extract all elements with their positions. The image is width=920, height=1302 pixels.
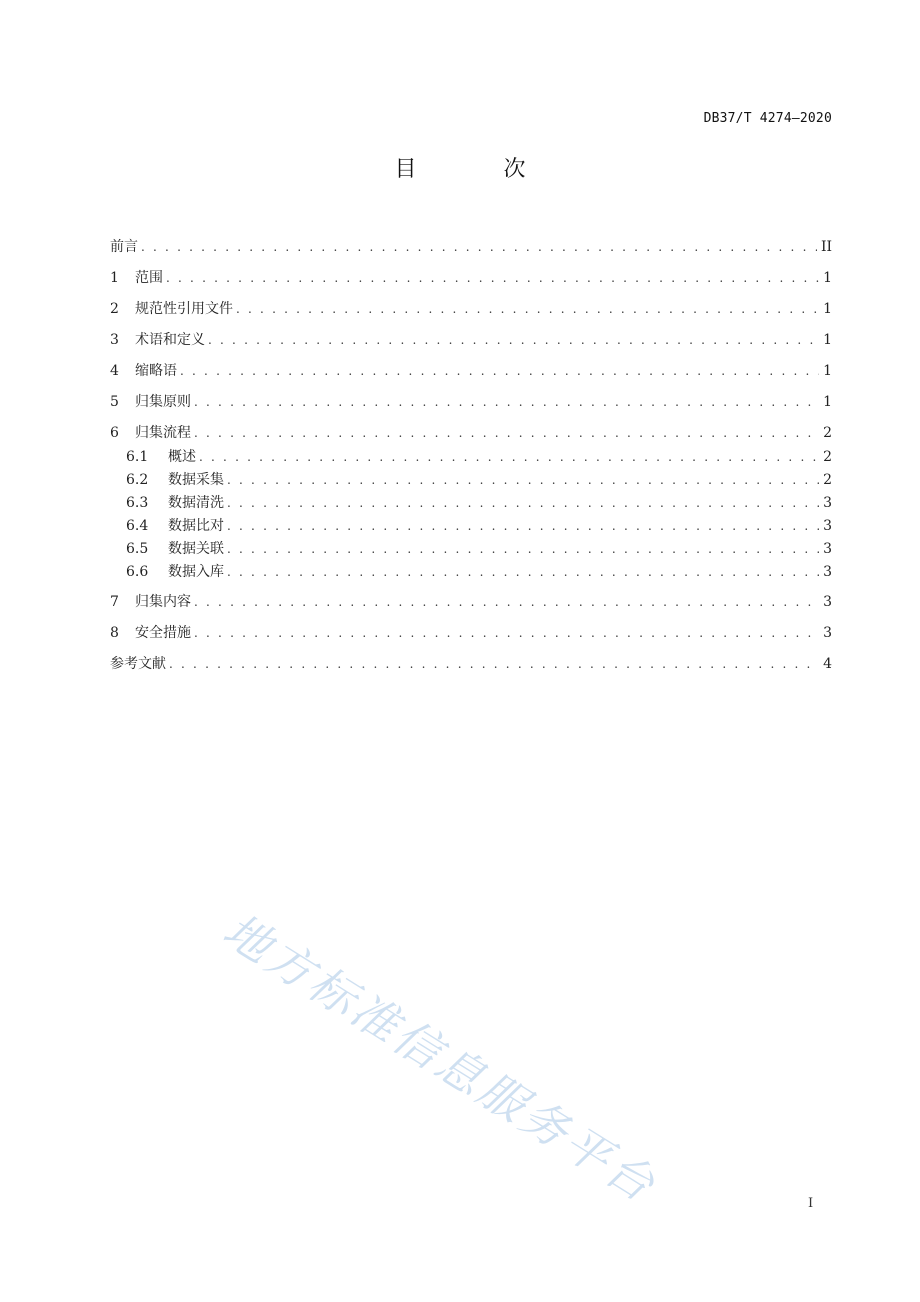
toc-entry-text: 规范性引用文件 xyxy=(135,301,233,317)
toc-entry-page: 1 xyxy=(823,270,832,286)
toc-leader-dots xyxy=(227,539,819,559)
toc-entry-text: 归集原则 xyxy=(135,394,191,410)
toc-entry-text: 数据入库 xyxy=(168,564,224,580)
toc-leader-dots xyxy=(194,392,819,412)
toc-entry-6-2[interactable] xyxy=(126,470,832,490)
page-number: I xyxy=(808,1196,814,1211)
toc-entry-page: 3 xyxy=(823,594,832,610)
toc-entry-text: 数据清洗 xyxy=(168,495,224,511)
toc-entry-text: 缩略语 xyxy=(135,363,177,379)
toc-entry-number: 7 xyxy=(110,594,119,610)
toc-entry-6-6[interactable] xyxy=(126,562,832,582)
toc-entry-number: 2 xyxy=(110,301,119,317)
toc-entry-number: 6.5 xyxy=(126,541,149,557)
toc-entry-6-5[interactable] xyxy=(126,539,832,559)
toc-title: 目 次 xyxy=(394,157,566,182)
toc-entry-number: 8 xyxy=(110,625,119,641)
toc-entry-text: 归集内容 xyxy=(135,594,191,610)
toc-entry-page: 2 xyxy=(823,449,832,465)
toc-entry-6[interactable] xyxy=(110,423,832,443)
toc-leader-dots xyxy=(141,237,817,257)
toc-leader-dots xyxy=(194,623,819,643)
toc-entry-8[interactable] xyxy=(110,623,832,643)
toc-entry-4[interactable] xyxy=(110,361,832,381)
toc-leader-dots xyxy=(227,562,819,582)
document-code: DB37/T 4274—2020 xyxy=(703,111,832,126)
toc-entry-3[interactable] xyxy=(110,330,832,350)
toc-entry-text: 参考文献 xyxy=(110,656,166,672)
toc-entry-text: 范围 xyxy=(135,270,163,286)
toc-entry-text: 概述 xyxy=(168,449,196,465)
toc-entry-page: 1 xyxy=(823,332,832,348)
toc-entry-6-4[interactable] xyxy=(126,516,832,536)
toc-entry-bibliography[interactable] xyxy=(110,654,832,674)
toc-entry-number: 6.3 xyxy=(126,495,149,511)
toc-entry-number: 3 xyxy=(110,332,119,348)
toc-entry-number: 6.4 xyxy=(126,518,149,534)
toc-entry-text: 归集流程 xyxy=(135,425,191,441)
toc-entry-page: 3 xyxy=(823,625,832,641)
toc-entry-page: 2 xyxy=(823,472,832,488)
toc-entry-text: 前言 xyxy=(110,239,138,255)
toc-entry-page: 3 xyxy=(823,495,832,511)
toc-leader-dots xyxy=(180,361,819,381)
toc-entry-page: II xyxy=(820,239,832,255)
toc-entry-7[interactable] xyxy=(110,592,832,612)
watermark-text: 地方标准信息服务平台 xyxy=(214,902,667,1214)
toc-entry-1[interactable] xyxy=(110,268,832,288)
toc-leader-dots xyxy=(166,268,819,288)
toc-entry-6-3[interactable] xyxy=(126,493,832,513)
toc-entry-number: 6.6 xyxy=(126,564,149,580)
toc-entry-page: 3 xyxy=(823,541,832,557)
toc-entry-text: 安全措施 xyxy=(135,625,191,641)
toc-entry-page: 4 xyxy=(823,656,832,672)
toc-entry-text: 数据关联 xyxy=(168,541,224,557)
toc-entry-number: 6.1 xyxy=(126,449,149,465)
toc-entry-page: 3 xyxy=(823,518,832,534)
toc-leader-dots xyxy=(194,423,819,443)
toc-entry-text: 数据采集 xyxy=(168,472,224,488)
toc-leader-dots xyxy=(169,654,819,674)
toc-entry-6-1[interactable] xyxy=(126,447,832,467)
toc-entry-number: 6.2 xyxy=(126,472,149,488)
toc-entry-number: 4 xyxy=(110,363,119,379)
toc-entry-page: 2 xyxy=(823,425,832,441)
toc-entry-page: 1 xyxy=(823,394,832,410)
toc-leader-dots xyxy=(236,299,819,319)
toc-entry-page: 1 xyxy=(823,301,832,317)
toc-entry-text: 术语和定义 xyxy=(135,332,205,348)
toc-entry-5[interactable] xyxy=(110,392,832,412)
toc-leader-dots xyxy=(208,330,819,350)
toc-entry-page: 3 xyxy=(823,564,832,580)
toc-entry-page: 1 xyxy=(823,363,832,379)
toc-entry-number: 6 xyxy=(110,425,119,441)
toc-entry-2[interactable] xyxy=(110,299,832,319)
toc-leader-dots xyxy=(199,447,819,467)
toc-leader-dots xyxy=(194,592,819,612)
toc-leader-dots xyxy=(227,516,819,536)
toc-leader-dots xyxy=(227,470,819,490)
toc-entry-number: 1 xyxy=(110,270,119,286)
toc-leader-dots xyxy=(227,493,819,513)
toc-entry-foreword[interactable] xyxy=(110,237,832,257)
toc-entry-text: 数据比对 xyxy=(168,518,224,534)
toc-entry-number: 5 xyxy=(110,394,119,410)
